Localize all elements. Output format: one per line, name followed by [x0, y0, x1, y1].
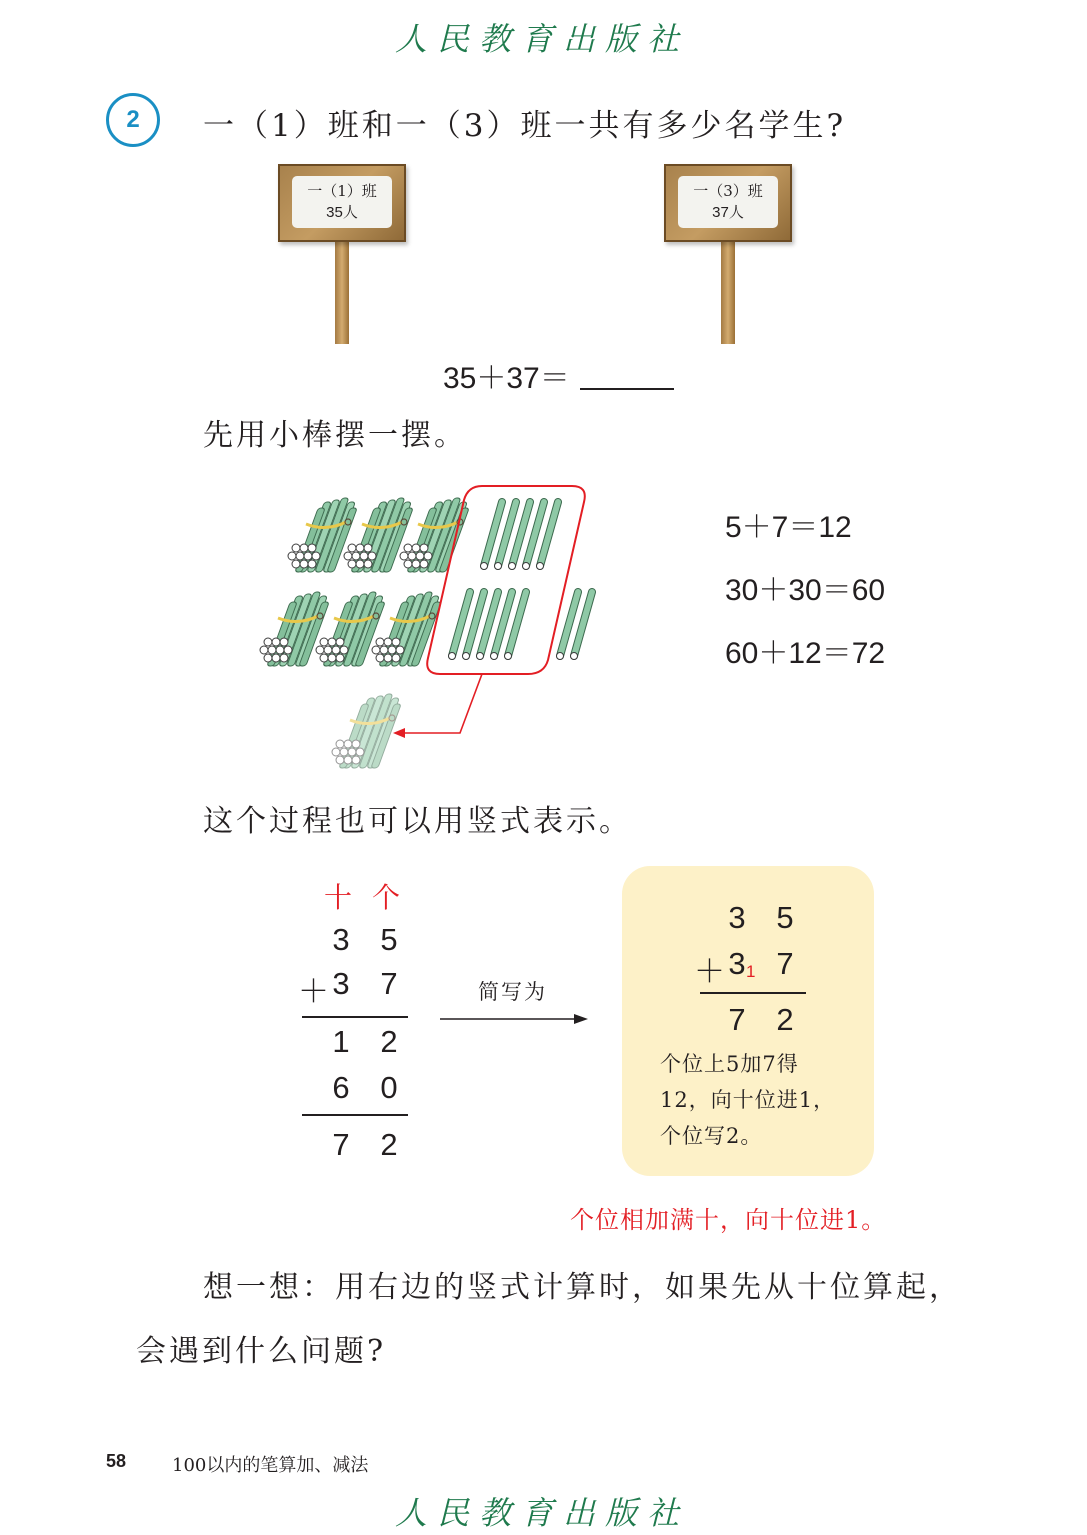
sign-class-name: 一（1）班 — [307, 182, 377, 200]
digit: 7 — [776, 946, 794, 981]
main-equation: 35＋37＝ — [443, 362, 570, 395]
plus-sign: ＋ — [298, 974, 329, 1009]
digit: 3 — [728, 946, 746, 981]
digit: 3 — [332, 922, 350, 957]
ones-place-label: 个 — [372, 881, 401, 914]
plus-sign: ＋ — [694, 954, 725, 989]
digit: 1 — [332, 1024, 350, 1059]
digit: 0 — [380, 1070, 398, 1105]
sign-class-name: 一（3）班 — [693, 182, 763, 200]
page-number: 58 — [106, 1451, 127, 1471]
digit: 7 — [728, 1002, 746, 1037]
digit: 5 — [380, 922, 398, 957]
sum-line — [302, 1114, 408, 1116]
right-arrow-icon — [440, 1012, 590, 1026]
sum-line — [302, 1016, 408, 1018]
sign-post — [721, 234, 735, 344]
chapter-title: 100以内的笔算加、减法 — [172, 1455, 369, 1476]
carry-digit: 1 — [746, 962, 756, 981]
vertical-intro-text: 这个过程也可以用竖式表示。 — [203, 804, 632, 839]
digit: 2 — [380, 1024, 398, 1059]
sticks-illustration — [250, 480, 620, 780]
note-line: 12，向十位进1， — [660, 1088, 836, 1112]
arrow-label: 简写为 — [478, 980, 547, 1004]
long-form-calculation — [290, 870, 420, 1170]
digit: 2 — [380, 1127, 398, 1162]
side-equation-3: 60＋12＝72 — [725, 637, 886, 670]
digit: 7 — [380, 966, 398, 1001]
answer-blank — [580, 388, 674, 390]
sign-class-3 — [664, 164, 792, 344]
side-equation-1: 5＋7＝12 — [725, 511, 852, 544]
sign-student-count: 35人 — [326, 204, 358, 221]
think-question-line-2: 会遇到什么问题? — [136, 1334, 387, 1369]
digit: 7 — [332, 1127, 350, 1162]
publisher-footer: 人民教育出版社 — [395, 1494, 690, 1532]
sign-board — [664, 164, 792, 242]
digit: 2 — [776, 1002, 794, 1037]
carry-rule: 个位相加满十，向十位进1。 — [570, 1206, 887, 1234]
digit: 3 — [728, 900, 746, 935]
problem-question: 一（1）班和一（3）班一共有多少名学生? — [203, 108, 847, 144]
tens-place-label: 十 — [324, 881, 353, 914]
side-equation-2: 30＋30＝60 — [725, 574, 886, 607]
publisher-header: 人民教育出版社 — [395, 20, 690, 58]
sum-line — [700, 992, 806, 994]
sign-student-count: 37人 — [712, 204, 744, 221]
digit: 3 — [332, 966, 350, 1001]
sign-post — [335, 234, 349, 344]
problem-number-badge: 2 — [106, 93, 160, 147]
explanation-note — [660, 1046, 835, 1154]
sign-class-1 — [278, 164, 406, 344]
note-line: 个位上5加7得 — [660, 1052, 799, 1076]
think-question-line-1: 想一想：用右边的竖式计算时，如果先从十位算起， — [203, 1270, 962, 1305]
note-line: 个位写2。 — [660, 1124, 763, 1148]
sign-board — [278, 164, 406, 242]
short-form-panel — [622, 866, 874, 1176]
instruction-text: 先用小棒摆一摆。 — [203, 418, 467, 453]
digit: 6 — [332, 1070, 350, 1105]
digit: 5 — [776, 900, 794, 935]
